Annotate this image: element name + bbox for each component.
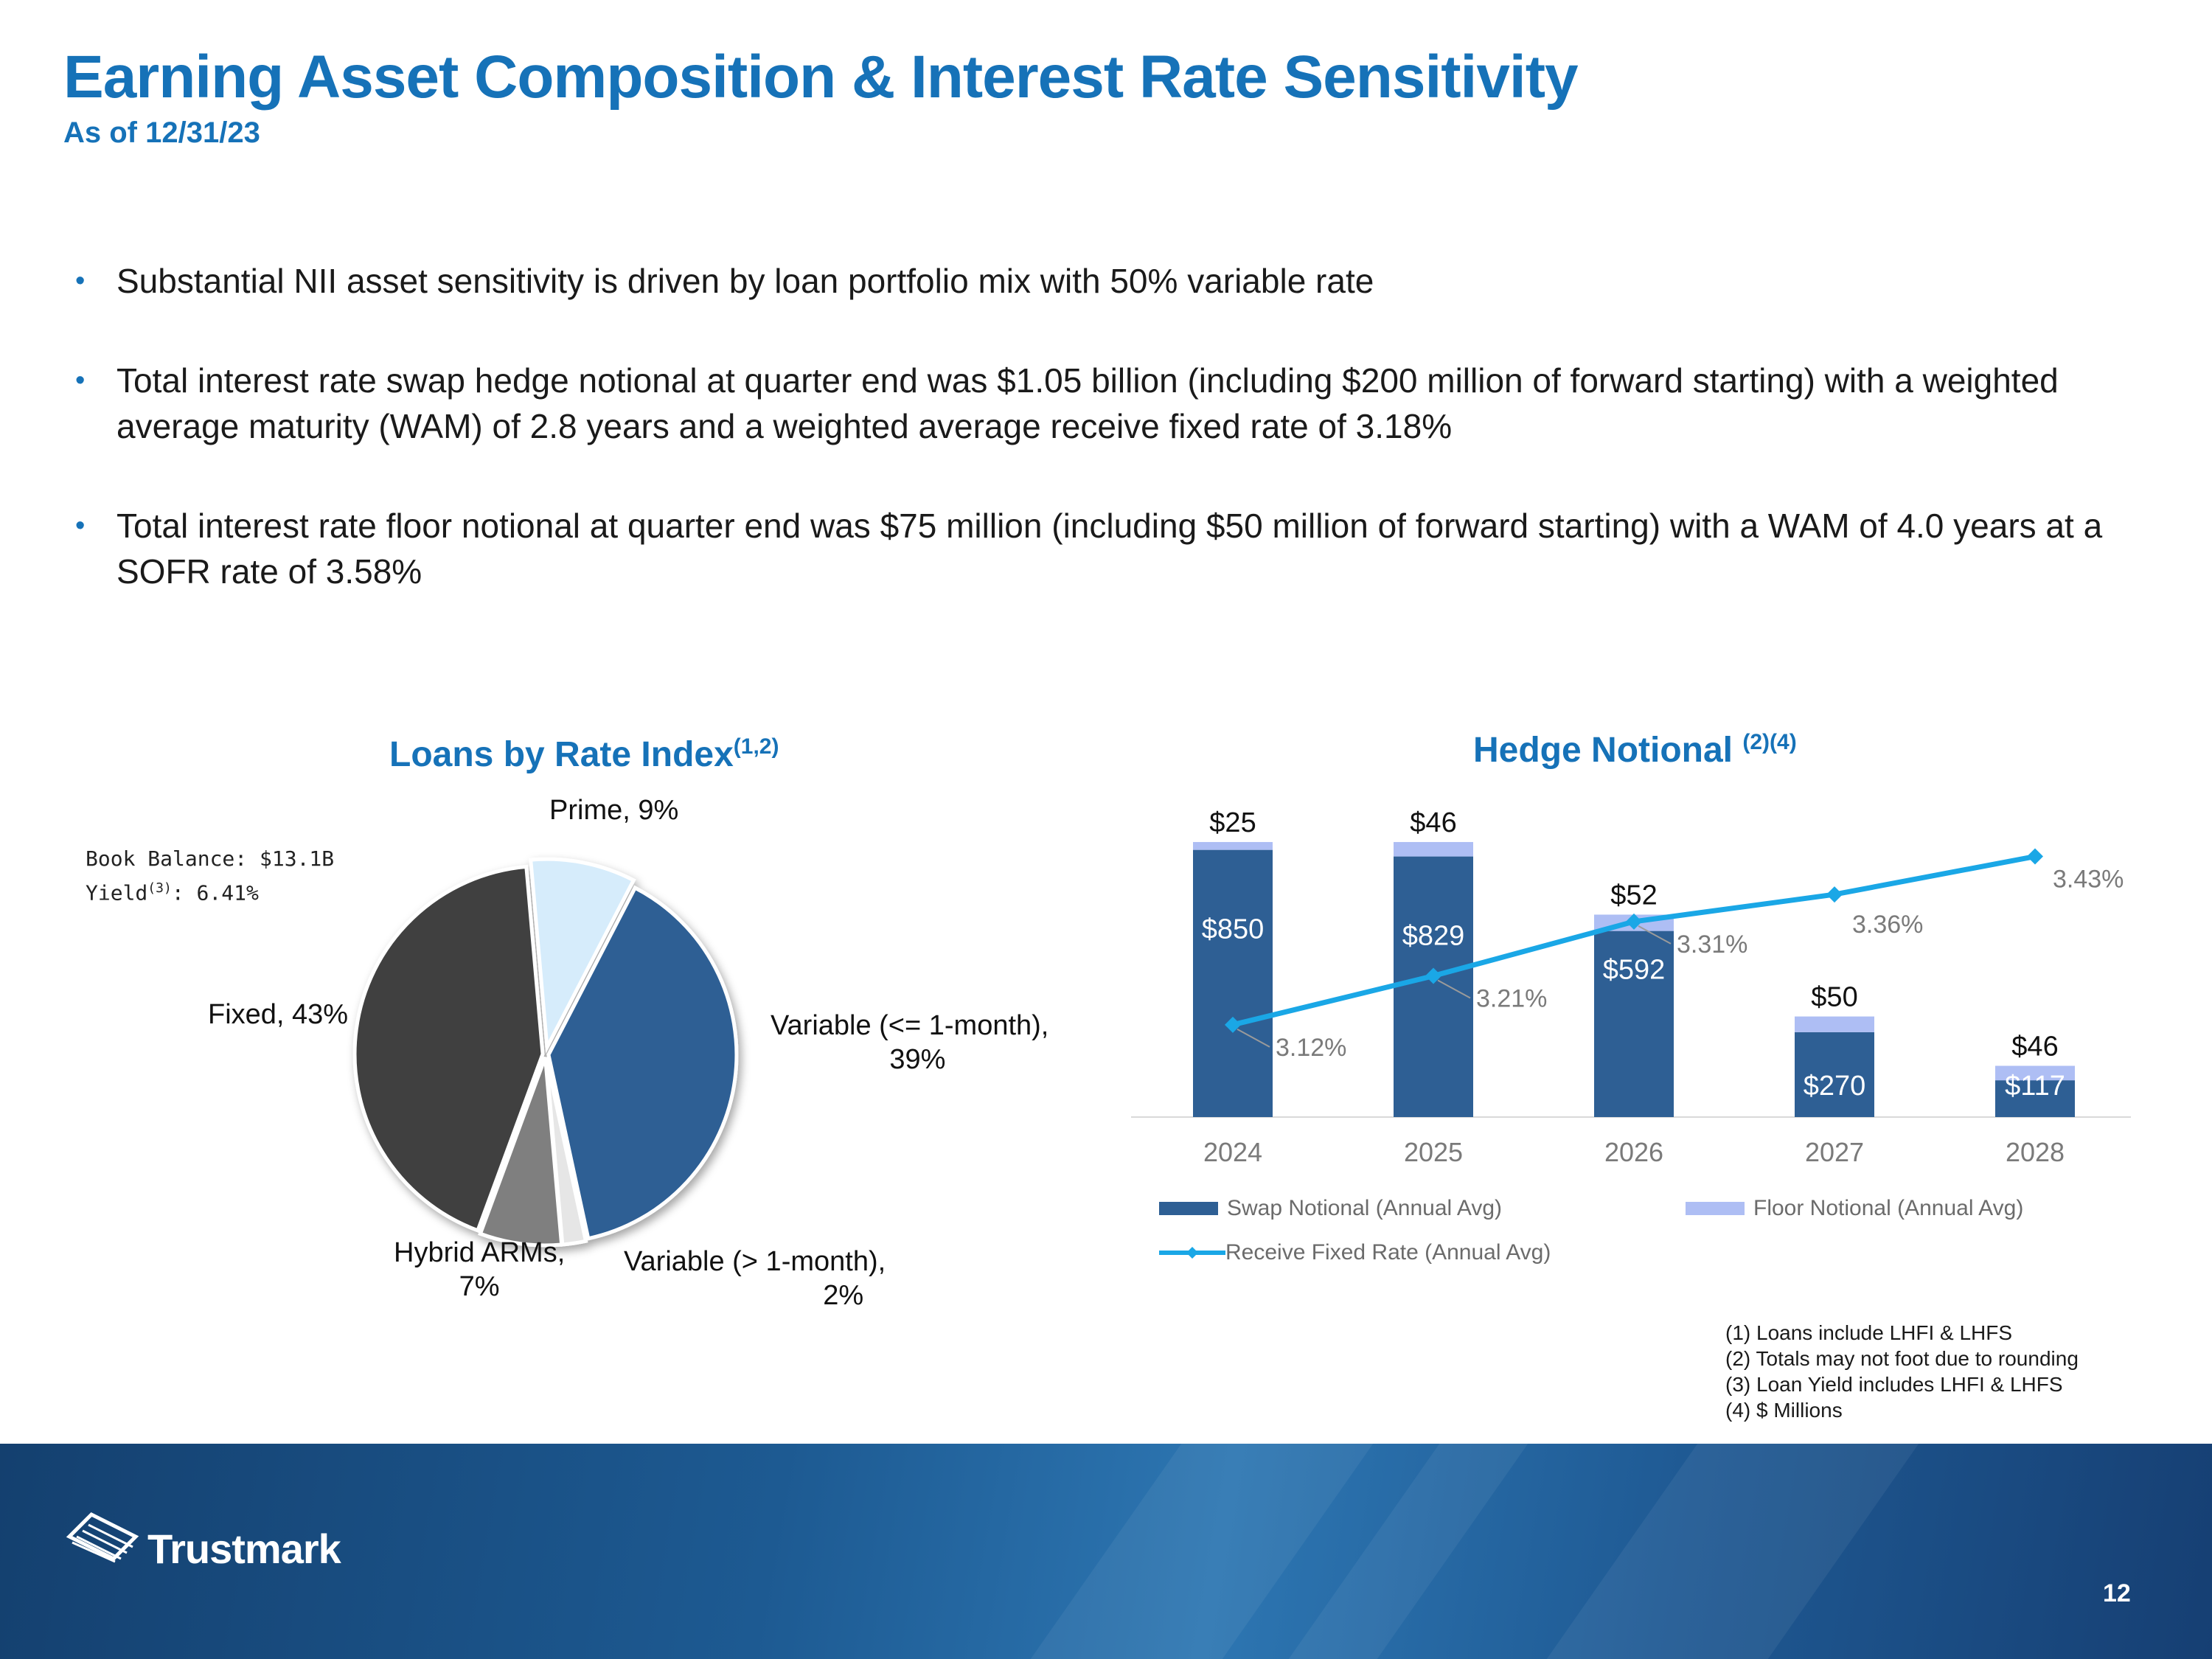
pie-label-variable-short-value: 39% (889, 1044, 946, 1075)
swap-bar (1193, 850, 1273, 1117)
bullet-item (71, 258, 2128, 304)
footnote: (1) Loans include LHFI & LHFS (1725, 1321, 2013, 1344)
footnote: (4) $ Millions (1725, 1399, 1843, 1422)
footnote: (2) Totals may not foot due to rounding (1725, 1347, 2079, 1370)
bullet-list (71, 258, 2128, 648)
bullet-text: Total interest rate floor notional at quarter end was $75 million (including $50 million of forward starting) with a WAM of 4.0 years at a SOFR rate of 3.58% (116, 507, 2103, 591)
pie-label-hybrid-arms-name: Hybrid ARMs, (394, 1237, 566, 1268)
pie-label-prime: Prime, 9% (549, 795, 679, 826)
book-balance: Book Balance: $13.1B (86, 846, 335, 871)
pie-chart-title-sup: (1,2) (733, 734, 779, 759)
floor-value-label: $25 (1209, 807, 1256, 838)
book-yield (86, 874, 334, 908)
floor-value-label: $50 (1811, 981, 1858, 1013)
page-title: Earning Asset Composition & Interest Rate Sensitivity (63, 44, 1578, 111)
trustmark-logo-icon (62, 1507, 143, 1566)
receive-rate-point (1826, 886, 1843, 902)
pie-label-variable-short-name: Variable (<= 1-month), (771, 1010, 1049, 1041)
floor-bar (1193, 842, 1273, 850)
bar-chart-title-text: Hedge Notional (1473, 731, 1733, 770)
swap-value-label: $850 (1201, 914, 1265, 945)
x-tick-label: 2026 (1604, 1137, 1664, 1167)
hedge-notional-chart (1106, 796, 2153, 1180)
legend-receive-rate-label: Receive Fixed Rate (Annual Avg) (1225, 1240, 1551, 1265)
swap-value-label: $270 (1803, 1071, 1866, 1102)
bullet-text: Total interest rate swap hedge notional at quarter end was $1.05 billion (including $200 million of forward starting) with a weighted average maturity (WAM) of 2.8 years and a weighted average receive fixed rate of 3.18% (116, 361, 2059, 445)
pie-label-hybrid-arms-value: 7% (459, 1271, 500, 1302)
legend-swap (1159, 1196, 1502, 1221)
legend-line-marker-icon (1159, 1244, 1225, 1262)
legend-swap-label: Swap Notional (Annual Avg) (1227, 1196, 1503, 1220)
trustmark-logo-text: Trustmark (147, 1526, 341, 1572)
legend-receive-rate (1159, 1240, 1551, 1265)
page-number: 12 (2103, 1579, 2131, 1607)
bullet-item (71, 358, 2128, 449)
bullet-dot-icon: • (75, 510, 86, 541)
receive-rate-label: 3.36% (1852, 911, 1924, 939)
receive-rate-label: 3.21% (1476, 984, 1548, 1013)
pie-label-variable-long-name: Variable (> 1-month), (624, 1246, 886, 1277)
footnotes (1725, 1320, 2079, 1423)
book-yield-value: : 6.41% (171, 880, 259, 905)
x-tick-label: 2027 (1804, 1137, 1865, 1167)
bullet-item (71, 503, 2128, 594)
pie-label-variable-short (771, 1009, 1048, 1077)
pie-chart-title (389, 734, 779, 775)
swap-value-label: $117 (2005, 1071, 2065, 1102)
receive-rate-label: 3.12% (1276, 1033, 1347, 1062)
pie-label-hybrid-arms (394, 1236, 565, 1304)
bar-chart-title (1473, 730, 1797, 771)
swap-bar (1394, 857, 1473, 1117)
floor-value-label: $52 (1610, 880, 1658, 911)
bullet-dot-icon: • (75, 365, 86, 396)
book-yield-sup: (3) (147, 880, 172, 896)
legend-swap-swatch (1159, 1202, 1218, 1215)
receive-rate-point (2027, 849, 2043, 865)
footnote: (3) Loan Yield includes LHFI & LHFS (1725, 1373, 2063, 1396)
pie-chart-title-text: Loans by Rate Index (389, 735, 734, 774)
pie-label-variable-long-value: 2% (823, 1280, 864, 1311)
floor-value-label: $46 (2011, 1031, 2059, 1062)
receive-rate-label: 3.43% (2053, 865, 2124, 894)
page-subtitle: As of 12/31/23 (63, 116, 260, 149)
swap-value-label: $592 (1602, 954, 1666, 986)
pie-label-fixed: Fixed, 43% (208, 999, 349, 1030)
floor-value-label: $46 (1410, 807, 1457, 838)
swap-value-label: $829 (1402, 920, 1465, 952)
book-balance-info (86, 844, 334, 908)
bar-chart-title-sup: (2)(4) (1742, 730, 1797, 754)
floor-bar (1394, 842, 1473, 857)
book-yield-label: Yield (86, 880, 148, 905)
x-tick-label: 2028 (2005, 1137, 2065, 1167)
pie-label-variable-long (624, 1245, 886, 1312)
floor-bar (1795, 1017, 1874, 1032)
bullet-dot-icon: • (75, 265, 86, 296)
legend-floor-label: Floor Notional (Annual Avg) (1753, 1196, 2024, 1220)
x-tick-label: 2025 (1403, 1137, 1464, 1167)
x-tick-label: 2024 (1203, 1137, 1263, 1167)
legend-floor-swatch (1686, 1202, 1745, 1215)
legend-floor (1686, 1196, 2023, 1221)
bullet-text: Substantial NII asset sensitivity is driven by loan portfolio mix with 50% variable rate (116, 262, 1374, 300)
receive-rate-label: 3.31% (1677, 930, 1748, 959)
pie-chart (324, 826, 767, 1268)
